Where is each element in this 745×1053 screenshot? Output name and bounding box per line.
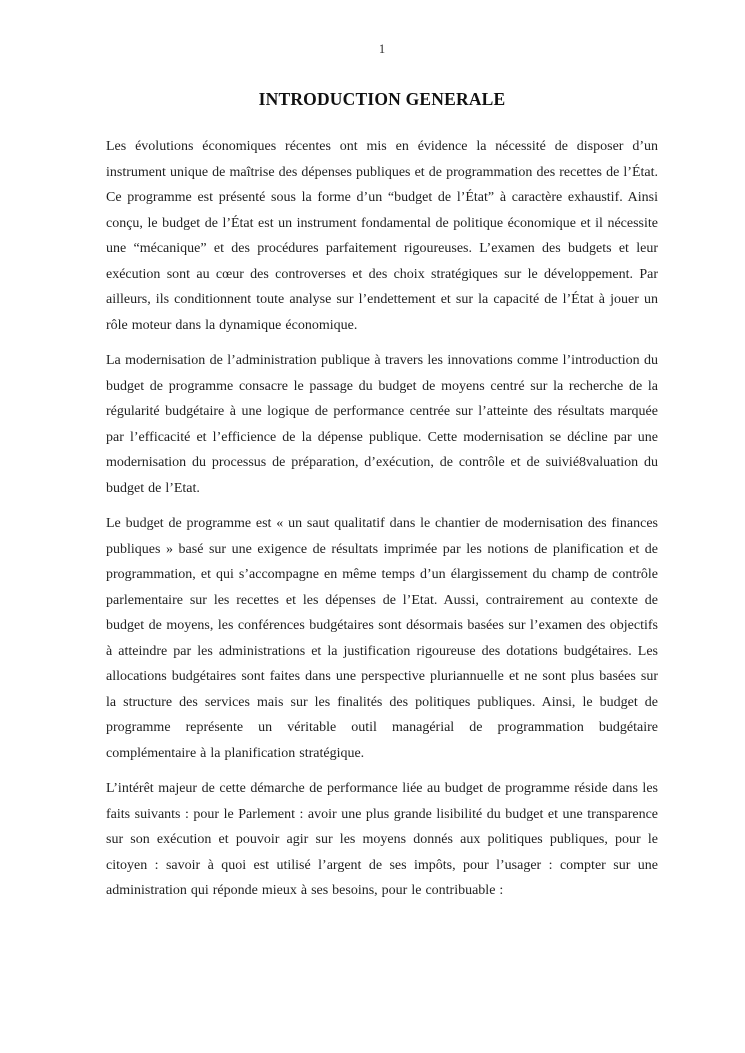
- paragraph-1: Les évolutions économiques récentes ont mis en évidence la nécessité de disposer d’un instrument unique de maîtrise des dépenses publiques et de programmation des recettes de l’État. Ce programme est présenté sous la forme d’un “budget de l’État” à caractère exhaustif. Ainsi conçu, le budget de l’État est un instrument fondamental de politique économique et il nécessite une “mécanique” et des procédures parfaitement rigoureuses. L’examen des budgets et leur exécution sont au cœur des controverses et des choix stratégiques sur le développement. Par ailleurs, ils conditionnent toute analyse sur l’endettement et sur la capacité de l’État à jouer un rôle moteur dans la dynamique économique.: [106, 139, 658, 333]
- paragraph-3: Le budget de programme est « un saut qualitatif dans le chantier de modernisation des finances publiques » basé sur une exigence de résultats imprimée par les notions de planification et de programmation, et qui s’accompagne en même temps d’un élargissement du champ de contrôle parlementaire sur les recettes et les dépenses de l’Etat. Aussi, contrairement au contexte de budget de moyens, les conférences budgétaires sont désormais basées sur l’examen des objectifs à atteindre par les administrations et la justification rigoureuse des dotations budgétaires. Les allocations budgétaires sont faites dans une perspective pluriannuelle et ne sont plus basées sur la structure des services mais sur les finalités des politiques publiques. Ainsi, le budget de programme représente un véritable outil managérial de programmation budgétaire complémentaire à la planification stratégique.: [106, 516, 658, 761]
- document-body: [106, 134, 658, 904]
- paragraph-2: La modernisation de l’administration publique à travers les innovations comme l’introduction du budget de programme consacre le passage du budget de moyens centré sur la recherche de la régularité budgétaire à une logique de performance centrée sur l’atteinte des résultats marquée par l’efficacité et l’efficience de la dépense publique. Cette modernisation se décline par une modernisation du processus de préparation, d’exécution, de contrôle et de suivié8valuation du budget de l’Etat.: [106, 353, 658, 496]
- paragraph-4: L’intérêt majeur de cette démarche de performance liée au budget de programme réside dans les faits suivants : pour le Parlement : avoir une plus grande lisibilité du budget et une transparence sur son exécution et pouvoir agir sur les moyens donnés aux politiques publiques, pour le citoyen : savoir à quoi est utilisé l’argent de ses impôts, pour l’usager : compter sur une administration qui réponde mieux à ses besoins, pour le contribuable :: [106, 781, 658, 898]
- page-number: 1: [378, 42, 386, 56]
- page-title: INTRODUCTION GENERALE: [258, 89, 506, 109]
